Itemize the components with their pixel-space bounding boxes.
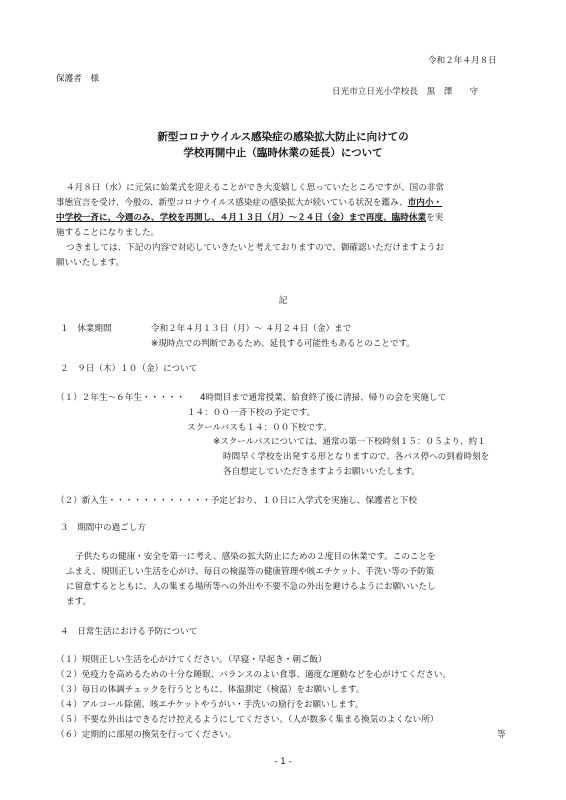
sender: 日光市立日光小学校長 黒 澤 守 bbox=[332, 87, 479, 97]
section-2-item-1-line-2: １４：００一斉下校の予定です。 bbox=[187, 408, 316, 418]
ki-mark: 記 bbox=[278, 296, 288, 306]
section-2-note-line-3: 各自想定していただきますようお願いいたします。 bbox=[223, 467, 420, 477]
recipient: 保護者 様 bbox=[56, 74, 99, 84]
section-3-line-1: 子供たちの健康・安全を第一に考え、感染の拡大防止にための２度目の休業です。このことを bbox=[75, 552, 436, 562]
section-2-heading: ２ ９日（木）１０（金）について bbox=[60, 364, 198, 374]
section-3-line-4: ます。 bbox=[66, 597, 92, 607]
title-line-1: 新型コロナウイルス感染症の感染拡大防止に向けての bbox=[157, 131, 409, 143]
intro-line-2-underlined: 市内小・ bbox=[407, 198, 443, 208]
page-number: - 1 - bbox=[274, 757, 292, 767]
intro-line-3 bbox=[56, 213, 443, 224]
section-3-line-3: に留意するとともに、人の集まる場所等への外出や不要不急の外出を避けるようにお願いいたし bbox=[66, 582, 436, 592]
intro-line-2 bbox=[56, 198, 442, 209]
intro-line-3-underlined: 中学校一斉に、今週のみ、学校を再開し、４月１３日（月）～２４日（金）まで再度、臨時休業 bbox=[56, 213, 427, 223]
section-2-note-line-1: ※スクールバスについては、通常の第一下校時刻１５：０５より、約１ bbox=[213, 437, 486, 447]
intro-line-3-tail: を実 bbox=[426, 213, 444, 223]
section-4-item-6-suffix: 等 bbox=[497, 730, 506, 740]
section-3-heading: ３ 期間中の過ごし方 bbox=[60, 523, 146, 533]
intro-line-4: 施することになりました。 bbox=[56, 228, 160, 238]
section-2-item-1-line-3: スクールバスも１４：００下校です。 bbox=[187, 423, 332, 433]
section-4-item-6: （６）定期的に部屋の換気を行ってください。 bbox=[56, 730, 237, 740]
document-date: 令和２年４月８日 bbox=[428, 56, 497, 66]
title-line-2: 学校再開中止（臨時休業の延長）について bbox=[183, 147, 383, 159]
section-1-note: ※現時点での判断であるため、延長する可能性もあるとのことです。 bbox=[151, 339, 415, 349]
section-2-item-2: （２）新入生・・・・・・・・・・・・予定どおり、１０日に入学式を実施し、保護者と下校 bbox=[56, 496, 417, 506]
section-4-item-4: （４）アルコール除菌、咳エチケットやうがい・手洗いの励行をお願いします。 bbox=[56, 700, 364, 710]
intro-para2-line-2: 願いいたします。 bbox=[56, 258, 125, 268]
section-4-heading: ４ 日常生活における予防について bbox=[60, 627, 198, 637]
section-4-item-5: （５）不要な外出はできるだけ控えるようにしてください。（人が数多く集まる換気のよくない所） bbox=[56, 715, 439, 725]
section-2-note-line-2: 時間早く学校を出発する形となりますので、各バス停への到着時刻を bbox=[223, 452, 490, 462]
section-4-item-1: （１）規則正しい生活を心がけてください。（早寝・早起き・朝ご飯） bbox=[56, 655, 327, 665]
section-2-item-1-label: （１）２年生～６年生・・・・・ bbox=[56, 393, 185, 403]
section-1-heading: １ 休業期間 bbox=[60, 324, 112, 334]
section-3-line-2: ふまえ、規則正しい生活を心がけ、毎日の検温等の健康管理や咳エチケット、手洗い等の予防策 bbox=[66, 567, 435, 577]
section-4-item-3: （３）毎日の体調チェックを行うとともに、体温測定（検温）をお願いします。 bbox=[56, 685, 365, 695]
intro-para2-line-1: つきましては、下記の内容で対応していきたいと考えておりますので、御確認いただけますようお bbox=[66, 243, 444, 253]
intro-line-1: ４月８日（水）に元気に始業式を迎えることができ大変嬉しく思っていたところですが、国の非常 bbox=[66, 183, 445, 193]
intro-line-2-text: 事態宣言を受け、今般の、新型コロナウイルス感染症の感染拡大が続いている状況を鑑み、 bbox=[56, 198, 408, 208]
section-2-item-1-line-1: 4時間目まで通常授業、給食終了後に清掃、帰りの会を実施して bbox=[200, 393, 447, 403]
section-4-item-2: （２）免疫力を高めるための十分な睡眠、バランスのよい食事、適度な運動などを心がけてください。 bbox=[56, 670, 452, 680]
section-1-period: 令和２年４月１３日（月）～ ４月２４日（金）まで bbox=[151, 324, 352, 334]
